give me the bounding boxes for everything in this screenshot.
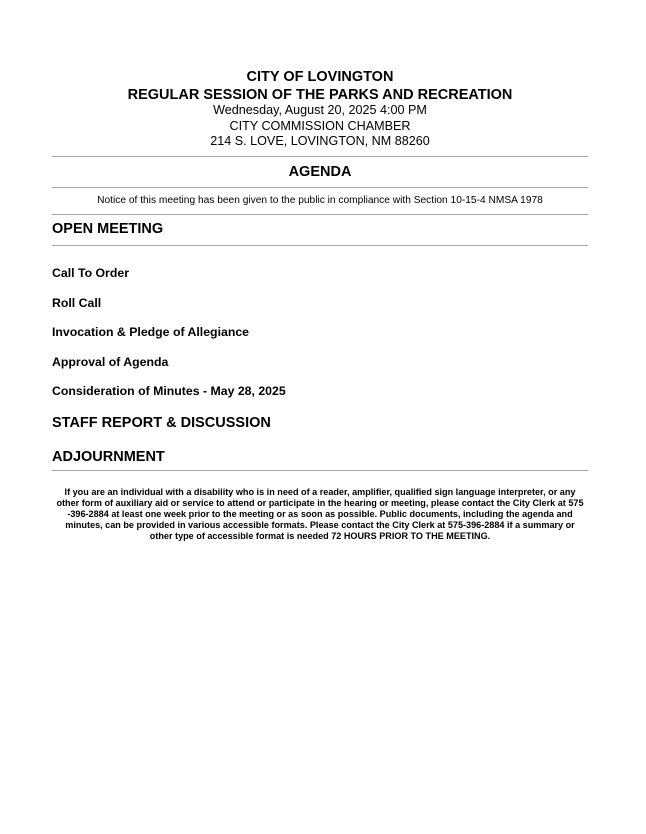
public-notice: Notice of this meeting has been given to the public in compliance with Section 10-15-4 NMSA 1978 xyxy=(97,194,543,206)
meeting-datetime: Wednesday, August 20, 2025 4:00 PM xyxy=(213,103,427,117)
agenda-item-invocation: Invocation & Pledge of Allegiance xyxy=(52,324,250,339)
section-open-meeting: OPEN MEETING xyxy=(52,220,164,237)
meeting-venue: CITY COMMISSION CHAMBER xyxy=(229,118,411,133)
section-staff-report: STAFF REPORT & DISCUSSION xyxy=(52,414,271,431)
agenda-item-approval: Approval of Agenda xyxy=(52,354,169,369)
agenda-content xyxy=(52,66,588,543)
accessibility-notice: If you are an individual with a disability who is in need of a reader, amplifier, qualified sign language interpreter, or any other form of auxiliary aid or service to attend or participate in the hearing or meeting, please contact the City Clerk at 575 -396-2884 at least one week prior to the meeting or as soon as possible. Public documents, including the agenda and minutes, can be provided in various accessible formats. Please contact the City Clerk at 575-396-2884 if a summary or other type of accessible format is needed 72 HOURS PRIOR TO THE MEETING. xyxy=(56,486,584,542)
divider xyxy=(52,470,588,471)
meeting-address: 214 S. LOVE, LOVINGTON, NM 88260 xyxy=(210,134,430,148)
divider xyxy=(52,245,588,246)
agenda-item-minutes: Consideration of Minutes - May 28, 2025 xyxy=(52,383,286,398)
divider xyxy=(52,214,588,215)
agenda-item-roll-call: Roll Call xyxy=(52,295,102,310)
session-title: REGULAR SESSION OF THE PARKS AND RECREATION xyxy=(127,87,513,103)
agenda-header xyxy=(52,68,588,150)
section-adjournment: ADJOURNMENT xyxy=(52,448,165,465)
agenda-title: AGENDA xyxy=(288,163,352,180)
org-name: CITY OF LOVINGTON xyxy=(246,69,394,85)
agenda-item-call-to-order: Call To Order xyxy=(52,265,129,280)
